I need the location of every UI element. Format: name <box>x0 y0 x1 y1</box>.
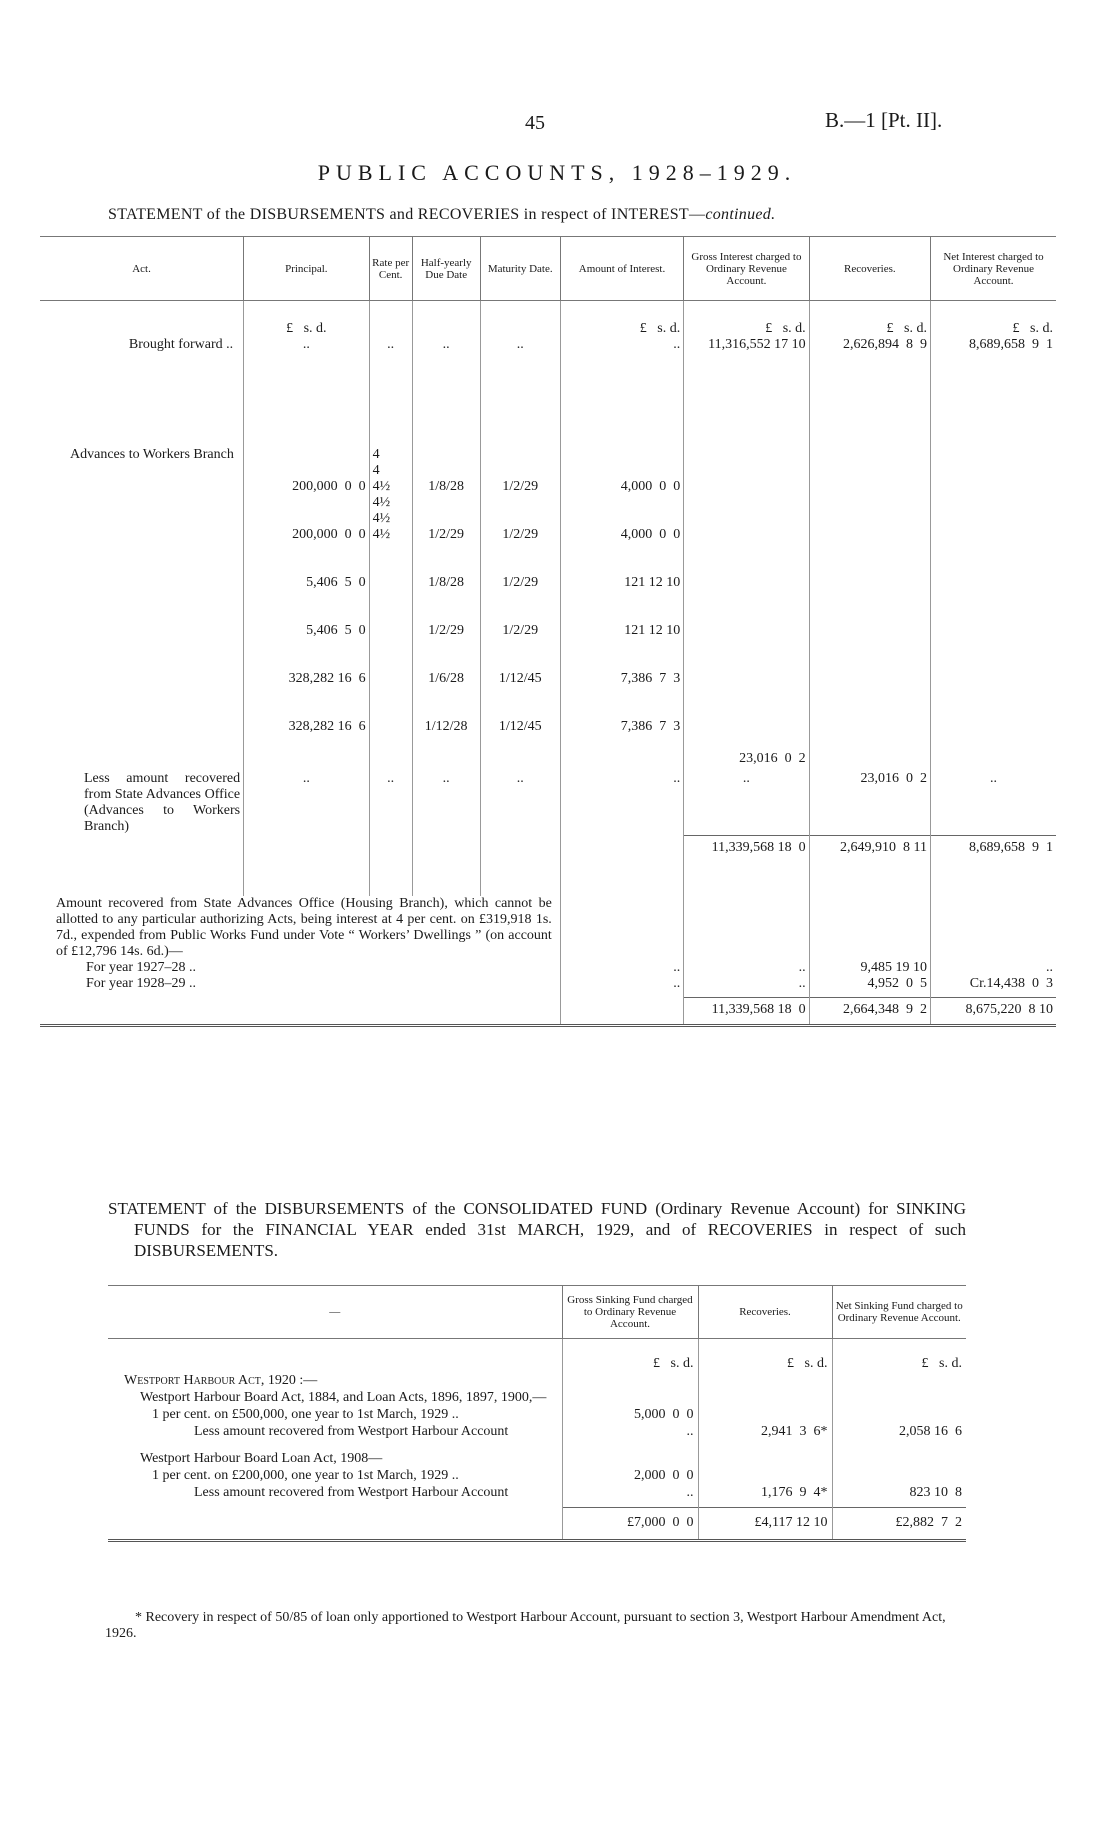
group2-less: Less amount recovered from Westport Harbour Account <box>108 1484 562 1508</box>
group1-less-row <box>108 1423 966 1450</box>
document-reference: B.—1 [Pt. II]. <box>825 108 943 132</box>
units-gross: £ s. d. <box>684 301 809 338</box>
year1-gross-dots: .. <box>684 960 809 976</box>
col-net-sinking: Net Sinking Fund charged to Ordinary Revenue Account. <box>832 1286 966 1339</box>
interest-cell <box>560 447 683 767</box>
statement1-heading-continued: continued. <box>705 206 776 223</box>
bf-recoveries: 2,626,894 8 9 <box>809 337 930 447</box>
due-line: 1/12/28 <box>424 719 468 734</box>
year1-recoveries: 9,485 19 10 <box>809 960 930 976</box>
col-gross-sinking: Gross Sinking Fund charged to Ordinary Revenue Account. <box>562 1286 698 1339</box>
group2-line: 1 per cent. on £200,000, one year to 1st March, 1929 .. <box>108 1467 562 1484</box>
less-rate-dots: .. <box>369 767 412 835</box>
bf-principal-dots: .. <box>244 337 369 447</box>
due-line: 1/6/28 <box>428 671 465 686</box>
rate-line: 4½ <box>372 479 391 494</box>
subtotal-gross: 11,339,568 18 0 <box>684 835 809 896</box>
group1-less: Less amount recovered from Westport Harbour Account <box>108 1423 562 1450</box>
total-row <box>40 998 1056 1026</box>
group2-title-row <box>108 1450 966 1467</box>
statement2-heading: STATEMENT of the DISBURSEMENTS of the CONSOLIDATED FUND (Ordinary Revenue Account) for SINKING FUNDS for the FINANCIAL YEAR ended 31st MARCH, 1929, and of RECOVERIES in respect of such DISBURSEMENTS. <box>108 1199 966 1260</box>
maturity-line: 1/2/29 <box>502 527 539 542</box>
principal-line: 328,282 16 6 <box>288 719 366 734</box>
interest-line: 121 12 10 <box>624 623 681 638</box>
advances-recoveries-empty <box>809 447 930 767</box>
group1-title: Westport Harbour Board Act, 1884, and Loan Acts, 1896, 1897, 1900,— <box>108 1389 562 1406</box>
interest-line: 4,000 0 0 <box>620 479 681 494</box>
housing-row <box>40 896 1056 960</box>
subtotal-net: 8,689,658 9 1 <box>931 835 1057 896</box>
due-line: 1/2/29 <box>428 623 465 638</box>
group1-recoveries: 2,941 3 6* <box>698 1423 832 1450</box>
brought-forward-label: Brought forward .. <box>40 337 244 447</box>
sinking-units-row <box>108 1339 966 1373</box>
due-line: 1/8/28 <box>428 479 465 494</box>
year2-recoveries: 4,952 0 5 <box>809 976 930 998</box>
page-title: PUBLIC ACCOUNTS, 1928–1929. <box>317 160 797 185</box>
principal-line: 5,406 5 0 <box>306 623 366 638</box>
total-gross: 11,339,568 18 0 <box>684 998 809 1026</box>
col-due-date: Half-yearly Due Date <box>412 237 480 301</box>
sinking-total-gross: £7,000 0 0 <box>562 1508 698 1541</box>
units-act <box>40 301 244 338</box>
rate-cell <box>369 447 412 767</box>
bf-net: 8,689,658 9 1 <box>969 337 1053 352</box>
units-net-sinking: £ s. d. <box>921 1356 962 1371</box>
bf-interest-dots: .. <box>560 337 683 447</box>
group1-line-row <box>108 1406 966 1423</box>
less-gross-dots: .. <box>684 767 809 835</box>
rate-line: 4½ <box>372 511 391 526</box>
group2-less-row <box>108 1484 966 1508</box>
units-recoveries: £ s. d. <box>809 301 930 338</box>
sinking-total-recoveries: £4,117 12 10 <box>698 1508 832 1541</box>
less-row <box>40 767 1056 835</box>
act-heading-row <box>108 1372 966 1389</box>
sinking-fund-table <box>108 1285 966 1542</box>
year2-row <box>40 976 1056 998</box>
group2-net: 823 10 8 <box>909 1485 962 1500</box>
maturity-line: 1/2/29 <box>502 479 539 494</box>
subtotal-row <box>40 835 1056 896</box>
group2-gross: 2,000 0 0 <box>562 1467 698 1484</box>
page-number: 45 <box>525 112 545 134</box>
group1-net: 2,058 16 6 <box>899 1424 962 1439</box>
year1-interest-dots: .. <box>560 960 683 976</box>
units-maturity <box>480 301 560 338</box>
interest-line: 121 12 10 <box>624 575 681 590</box>
advances-row <box>40 447 1056 767</box>
units-sinking-recoveries: £ s. d. <box>698 1339 832 1373</box>
col-description: — <box>108 1286 562 1339</box>
less-principal-dots: .. <box>244 767 369 835</box>
group1-gross: 5,000 0 0 <box>562 1406 698 1423</box>
statement1-heading <box>108 206 775 224</box>
due-line: 1/8/28 <box>428 575 465 590</box>
advances-net-empty <box>931 447 1057 767</box>
interest-line: 7,386 7 3 <box>620 719 681 734</box>
units-principal: £ s. d. <box>244 301 369 338</box>
sinking-table-header <box>108 1286 966 1339</box>
col-recoveries: Recoveries. <box>809 237 930 301</box>
rate-line: 4½ <box>372 527 391 542</box>
year2-net: Cr.14,438 0 3 <box>969 975 1053 991</box>
maturity-line: 1/2/29 <box>502 623 539 638</box>
principal-cell <box>244 447 369 767</box>
interest-line: 4,000 0 0 <box>620 527 681 542</box>
bf-due-dots: .. <box>412 337 480 447</box>
col-principal: Principal. <box>244 237 369 301</box>
rate-line: 4 <box>372 463 380 478</box>
advances-label: Advances to Workers Branch <box>40 447 244 767</box>
less-maturity-dots: .. <box>480 767 560 835</box>
group2-line-row <box>108 1467 966 1484</box>
group2-recoveries: 1,176 9 4* <box>698 1484 832 1508</box>
units-interest: £ s. d. <box>560 301 683 338</box>
less-recoveries: 23,016 0 2 <box>809 767 930 835</box>
principal-line: 328,282 16 6 <box>288 671 366 686</box>
rate-line: 4½ <box>372 495 391 510</box>
sinking-total-row <box>108 1508 966 1541</box>
less-interest-dots: .. <box>560 767 683 835</box>
principal-line: 200,000 0 0 <box>292 527 366 542</box>
col-gross: Gross Interest charged to Ordinary Revenue Account. <box>684 237 809 301</box>
units-rate <box>369 301 412 338</box>
due-cell <box>412 447 480 767</box>
group2-gross-dots: .. <box>562 1484 698 1508</box>
group1-gross-dots: .. <box>562 1423 698 1450</box>
col-interest: Amount of Interest. <box>560 237 683 301</box>
year2-gross-dots: .. <box>684 976 809 998</box>
maturity-cell <box>480 447 560 767</box>
footnote: * Recovery in respect of 50/85 of loan only apportioned to Westport Harbour Account, pursuant to section 3, Westport Harbour Amendment Act, 1926. <box>105 1610 946 1641</box>
group2-title: Westport Harbour Board Loan Act, 1908— <box>108 1450 562 1467</box>
principal-line: 5,406 5 0 <box>306 575 366 590</box>
brought-forward-row <box>40 337 1056 447</box>
year1-label: For year 1927–28 .. <box>40 960 560 976</box>
year1-net-dots: .. <box>1046 959 1053 975</box>
total-recoveries: 2,664,348 9 2 <box>809 998 930 1026</box>
due-line: 1/2/29 <box>428 527 465 542</box>
housing-text: Amount recovered from State Advances Office (Housing Branch), which cannot be allotted to any particular authorizing Acts, being interest at 4 per cent. on £319,918 1s. 7d., expended from Public Works Fund under Vote “ Workers’ Dwellings ” (on account of £12,796 14s. 6d.)— <box>40 896 560 960</box>
year2-label: For year 1928–29 .. <box>40 976 560 998</box>
col-sinking-recoveries: Recoveries. <box>698 1286 832 1339</box>
act-heading: Westport Harbour Act, 1920 :— <box>108 1372 562 1389</box>
bf-maturity-dots: .. <box>480 337 560 447</box>
subtotal-recoveries: 2,649,910 8 11 <box>809 835 930 896</box>
interest-table <box>40 236 1056 1027</box>
col-maturity: Maturity Date. <box>480 237 560 301</box>
group1-line: 1 per cent. on £500,000, one year to 1st March, 1929 .. <box>108 1406 562 1423</box>
interest-line: 7,386 7 3 <box>620 671 681 686</box>
units-due <box>412 301 480 338</box>
advances-gross: 23,016 0 2 <box>684 447 809 767</box>
sinking-total-net: £2,882 7 2 <box>832 1508 966 1541</box>
units-gross-sinking: £ s. d. <box>562 1339 698 1373</box>
col-rate: Rate per Cent. <box>369 237 412 301</box>
statement1-heading-main: STATEMENT of the DISBURSEMENTS and RECOVERIES in respect of INTEREST— <box>108 206 706 223</box>
col-net: Net Interest charged to Ordinary Revenue Account. <box>931 237 1057 301</box>
less-label: Less amount recovered from State Advances Office (Advances to Workers Branch) <box>40 767 244 835</box>
less-due-dots: .. <box>412 767 480 835</box>
group1-title-row <box>108 1389 966 1406</box>
year2-interest-dots: .. <box>560 976 683 998</box>
year1-row <box>40 960 1056 976</box>
rate-line: 4 <box>372 447 380 462</box>
interest-table-header <box>40 237 1056 301</box>
less-net-dots: .. <box>990 771 997 786</box>
units-net: £ s. d. <box>1012 321 1053 336</box>
maturity-line: 1/2/29 <box>502 575 539 590</box>
bf-gross: 11,316,552 17 10 <box>684 337 809 447</box>
units-row <box>40 301 1056 338</box>
maturity-line: 1/12/45 <box>498 719 542 734</box>
maturity-line: 1/12/45 <box>498 671 542 686</box>
principal-line: 200,000 0 0 <box>292 479 366 494</box>
bf-rate-dots: .. <box>369 337 412 447</box>
total-net: 8,675,220 8 10 <box>931 998 1057 1026</box>
col-act: Act. <box>40 237 244 301</box>
